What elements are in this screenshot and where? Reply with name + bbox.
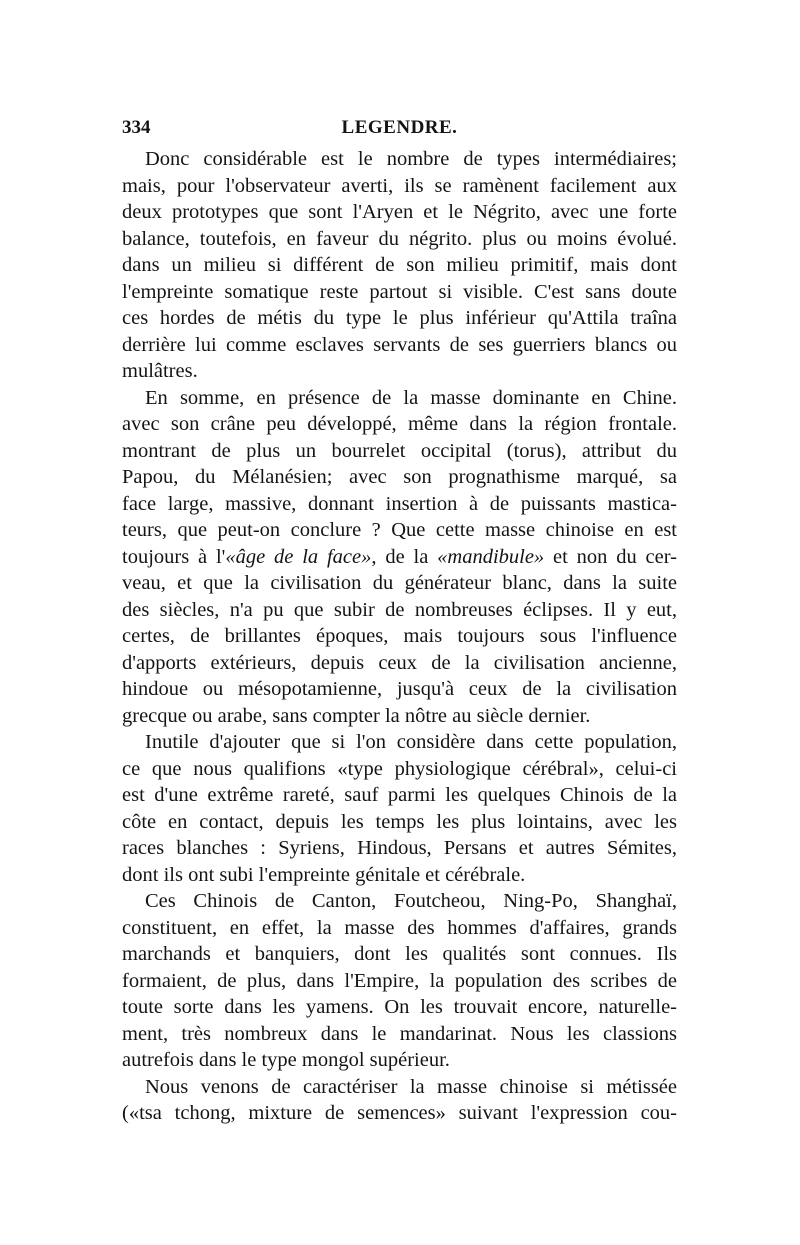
text-line: races blanches : Syriens, Hindous, Persans et autres Sémites, — [122, 837, 677, 859]
text-line: («tsa tchong, mixture de semences» suivant l'expression cou- — [122, 1102, 677, 1124]
text-line: toute sorte dans les yamens. On les trouvait encore, naturelle- — [122, 996, 677, 1018]
text-line: ment, très nombreux dans le mandarinat. Nous les classions — [122, 1022, 677, 1045]
text-line: dans un milieu si différent de son milieu primitif, mais dont — [122, 254, 677, 276]
text-line: hindoue ou mésopotamienne, jusqu'à ceux de la civilisation — [122, 678, 677, 700]
text-line: veau, et que la civilisation du générateur blanc, dans la suite — [122, 572, 677, 594]
text-line: montrant de plus un bourrelet occipital (torus), attribut du — [122, 439, 677, 462]
text-line: d'apports extérieurs, depuis ceux de la civilisation ancienne, — [122, 651, 677, 674]
text-line: grecque ou arabe, sans compter la nôtre au siècle dernier. — [122, 704, 591, 727]
text-line: face large, massive, donnant insertion à de puissants mastica- — [122, 492, 677, 515]
text-line: Papou, du Mélanésien; avec son prognathisme marqué, sa — [122, 466, 677, 488]
text-line: côte en contact, depuis les temps les plus lointains, avec les — [122, 810, 677, 833]
text-line — [122, 544, 677, 571]
text-line: Ces Chinois de Canton, Foutcheou, Ning-Po, Shanghaï, — [145, 890, 677, 912]
text-line: ce que nous qualifions «type physiologique cérébral», celui-ci — [122, 757, 677, 780]
running-title: LEGENDRE. — [341, 117, 458, 138]
text-line: balance, toutefois, en faveur du négrito. plus ou moins évolué. — [122, 227, 677, 250]
text-line: ces hordes de métis du type le plus inférieur qu'Attila traîna — [122, 307, 677, 329]
text-line: Donc considérable est le nombre de types intermédiaires; — [145, 148, 677, 170]
text-segment: et non du cer- — [544, 545, 677, 568]
text-line: des siècles, n'a pu que subir de nombreuses éclipses. Il y eut, — [122, 598, 677, 621]
text-line: certes, de brillantes époques, mais toujours sous l'influence — [122, 625, 677, 647]
italic-phrase: «mandibule» — [437, 545, 545, 568]
text-line: autrefois dans le type mongol supérieur. — [122, 1049, 450, 1071]
page-number: 334 — [122, 117, 151, 138]
text-line: constituent, en effet, la masse des hommes d'affaires, grands — [122, 916, 677, 939]
text-line: Nous venons de caractériser la masse chinoise si métissée — [145, 1075, 677, 1098]
text-line: teurs, que peut-on conclure ? Que cette masse chinoise en est — [122, 519, 677, 541]
italic-phrase: «âge de la face» — [225, 545, 372, 568]
text-line: derrière lui comme esclaves servants de ses guerriers blancs ou — [122, 333, 677, 356]
text-line: mulâtres. — [122, 360, 198, 382]
text-line: mais, pour l'observateur averti, ils se ramènent facilement aux — [122, 174, 677, 197]
body-text — [122, 146, 677, 1127]
text-line: avec son crâne peu développé, même dans la région frontale. — [122, 413, 677, 435]
text-line: est d'une extrême rareté, sauf parmi les quelques Chinois de la — [122, 784, 677, 806]
running-header — [122, 117, 677, 139]
text-line: formaient, de plus, dans l'Empire, la population des scribes de — [122, 969, 677, 992]
text-line: En somme, en présence de la masse dominante en Chine. — [145, 386, 677, 409]
text-line: deux prototypes que sont l'Aryen et le Négrito, avec une forte — [122, 201, 677, 223]
text-line: Inutile d'ajouter que si l'on considère dans cette population, — [145, 731, 677, 753]
text-segment: toujours à l' — [122, 545, 226, 568]
text-segment: , de la — [371, 545, 438, 568]
text-line: l'empreinte somatique reste partout si visible. C'est sans doute — [122, 280, 677, 303]
text-line: marchands et banquiers, dont les qualités sont connues. Ils — [122, 943, 677, 965]
text-line: dont ils ont subi l'empreinte génitale et cérébrale. — [122, 863, 526, 886]
